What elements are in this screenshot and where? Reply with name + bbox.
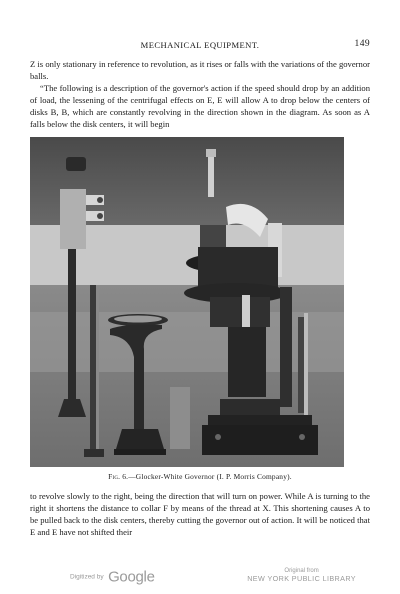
figure-caption-text: —Glocker-White Governor (I. P. Morris Company). — [128, 472, 292, 481]
figure-caption — [30, 472, 370, 481]
governor-photograph — [30, 137, 344, 467]
paragraph-3: to revolve slowly to the right, being the direction that will turn on power. While A is turning to the right it shortens the distance to collar F by means of the thread at X. This shortening causes A to be pulled back to the disk centers, thereby cutting the governor out of action. It will be noticed that E and E have not shifted their — [30, 491, 370, 537]
page-number: 149 — [354, 39, 370, 49]
library-credit — [247, 568, 356, 583]
photo-illustration — [30, 137, 344, 467]
original-from-label: Original from — [284, 568, 319, 574]
body-text-top — [30, 58, 370, 130]
paragraph-2: “The following is a description of the governor's action if the speed should drop by an addition of load, the lessening of the centrifugal effects on E, E will allow A to drop below the centers of disks B, B, which are constantly revolving in the direction shown in the diagram. As soon as A falls below the disk centers, it will begin — [30, 83, 370, 129]
running-header — [30, 40, 370, 54]
paragraph-1: Z is only stationary in reference to revolution, as it rises or falls with the variations of the governor balls. — [30, 59, 370, 81]
digitized-by-label: Digitized by — [70, 573, 104, 581]
running-title: MECHANICAL EQUIPMENT. — [140, 40, 260, 50]
body-text-bottom — [30, 490, 370, 538]
library-name: NEW YORK PUBLIC LIBRARY — [247, 574, 356, 583]
google-logo-text: Google — [108, 568, 155, 586]
figure-label: Fig. 6. — [108, 472, 129, 481]
digitized-by-google-watermark — [70, 568, 155, 588]
